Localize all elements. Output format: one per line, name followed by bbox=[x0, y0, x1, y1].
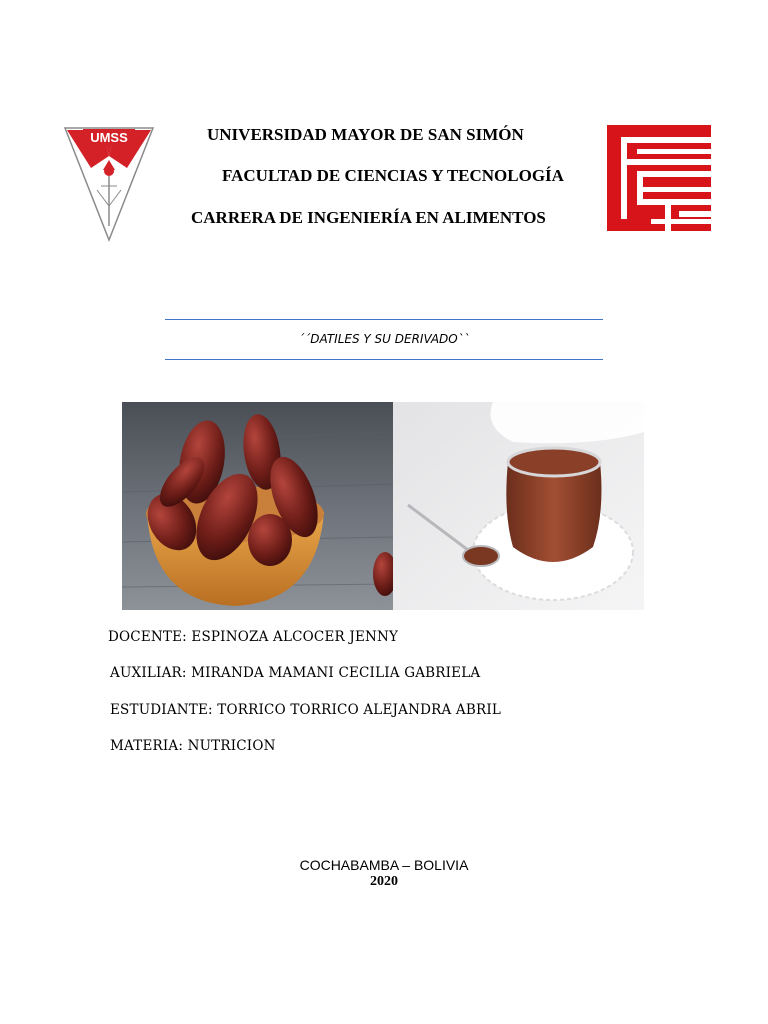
career-name: CARRERA DE INGENIERÍA EN ALIMENTOS bbox=[191, 208, 546, 227]
faculty-name: FACULTAD DE CIENCIAS Y TECNOLOGÍA bbox=[222, 166, 564, 185]
fcyt-logo bbox=[607, 125, 711, 231]
location-text: COCHABAMBA – BOLIVIA bbox=[299, 857, 469, 873]
university-name: UNIVERSIDAD MAYOR DE SAN SIMÓN bbox=[207, 125, 524, 144]
photo-dates-bowl bbox=[122, 402, 393, 610]
photo-date-spread-jar bbox=[393, 402, 644, 610]
materia-line: MATERIA: NUTRICION bbox=[110, 738, 276, 754]
estudiante-line: ESTUDIANTE: TORRICO TORRICO ALEJANDRA ABRIL bbox=[110, 702, 502, 718]
year-text: 2020 bbox=[370, 874, 398, 889]
document-title: ´´DATILES Y SU DERIVADO`` bbox=[298, 332, 470, 346]
auxiliar-line: AUXILIAR: MIRANDA MAMANI CECILIA GABRIELA bbox=[110, 665, 481, 681]
umss-logo-text: UMSS bbox=[90, 130, 128, 145]
title-rule-top bbox=[165, 319, 603, 320]
umss-logo bbox=[63, 126, 155, 242]
docente-line: DOCENTE: ESPINOZA ALCOCER JENNY bbox=[108, 629, 399, 645]
title-rule-bottom bbox=[165, 359, 603, 360]
